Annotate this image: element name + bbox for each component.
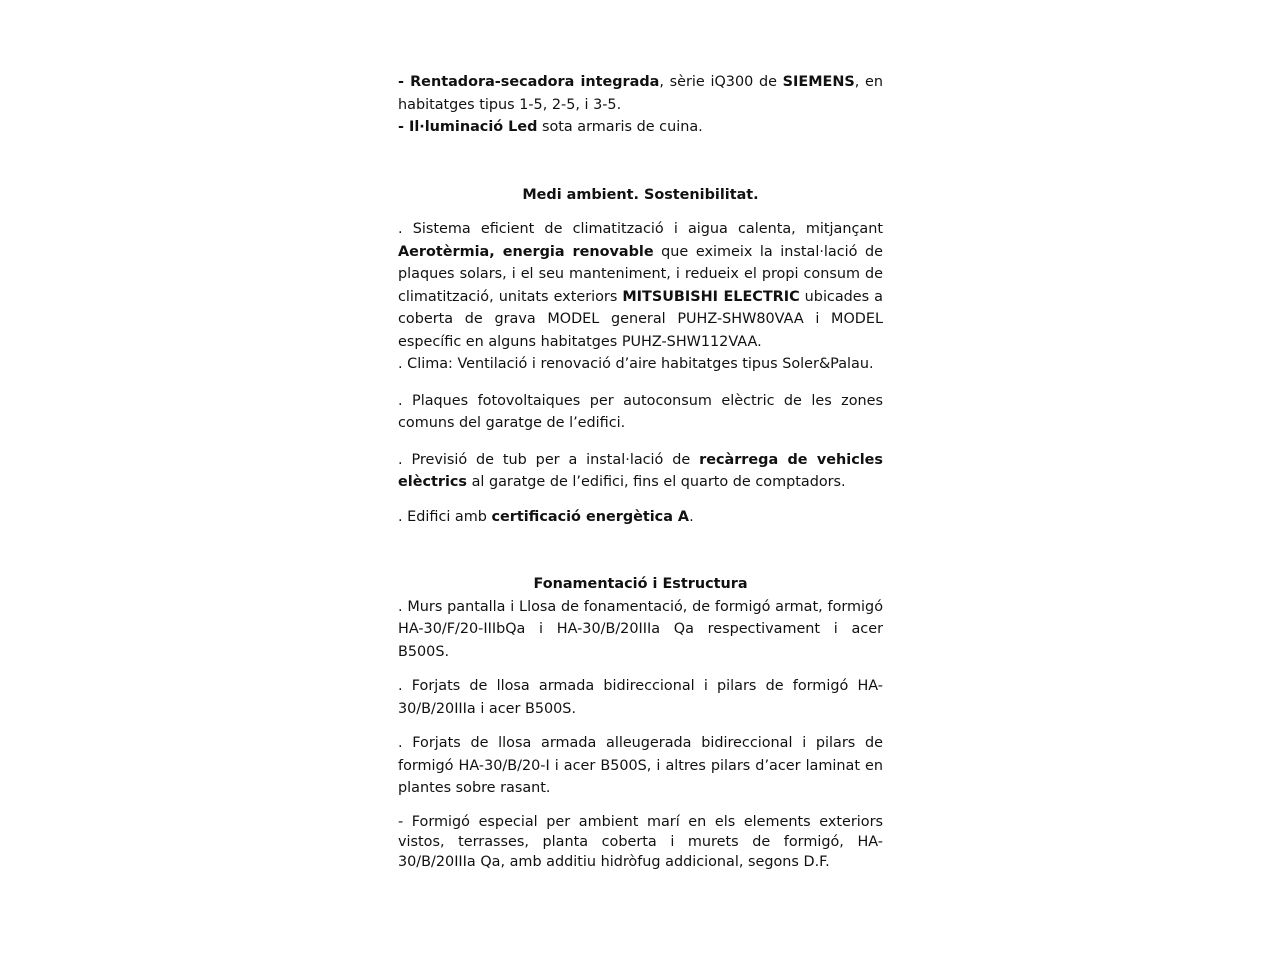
- paragraph-special-concrete: - Formigó especial per ambient marí en els elements exteriors vistos, terrasses, planta coberta i murets de formigó, HA-30/B/20IIIa Qa, amb additiu hidròfug addicional, segons D.F.: [398, 813, 883, 870]
- bold-text: Aerotèrmia, energia renovable: [398, 243, 654, 260]
- document-page: [398, 71, 883, 872]
- paragraph-energy-certificate: [398, 506, 883, 529]
- paragraph-slabs-1: . Forjats de llosa armada bidireccional i pilars de formigó HA-30/B/20IIIa i acer B500S.: [398, 678, 883, 717]
- bold-text: recàrrega de vehicles elèctrics: [398, 451, 883, 490]
- text: . Edifici amb: [398, 508, 492, 525]
- section-heading-structure: Fonamentació i Estructura: [533, 576, 748, 592]
- paragraph-photovoltaic: . Plaques fotovoltaiques per autoconsum elèctric de les zones comuns del garatge de l’edifici.: [398, 392, 883, 431]
- paragraph-ev-charging: [398, 449, 883, 494]
- paragraph-slabs-2: . Forjats de llosa armada alleugerada bidireccional i pilars de formigó HA-30/B/20-I i acer B500S, i altres pilars d’acer laminat en plantes sobre rasant.: [398, 735, 883, 796]
- text: , en habitatges tipus 1-5, 2-5, i 3-5.: [398, 74, 884, 113]
- bold-text: - Il·luminació Led: [398, 119, 538, 135]
- text: que eximeix la instal·lació de plaques solars, i el seu manteniment, i redueix el propi consum de climatització, unitats exteriors: [398, 243, 884, 305]
- bold-text: certificació energètica A: [491, 508, 690, 525]
- paragraph-led-lighting: [398, 116, 883, 139]
- section-heading-environment: Medi ambient. Sostenibilitat.: [522, 186, 759, 203]
- bold-text: MITSUBISHI ELECTRIC: [622, 288, 800, 305]
- bold-text: - Rentadora-secadora integrada: [398, 74, 660, 90]
- text: . Sistema eficient de climatització i aigua calenta, mitjançant: [398, 221, 883, 237]
- text: , sèrie iQ300 de: [659, 74, 783, 90]
- text: al garatge de l’edifici, fins el quarto de comptadors.: [467, 474, 846, 490]
- paragraph-washer-dryer: [398, 71, 883, 116]
- bold-text: SIEMENS: [782, 74, 855, 90]
- paragraph-foundation: . Murs pantalla i Llosa de fonamentació, de formigó armat, formigó HA-30/F/20-IIIbQa i HA-30/B/20IIIa Qa respectivament i acer B500S.: [398, 598, 883, 660]
- text: ubicades a coberta de grava MODEL general PUHZ-SHW80VAA i MODEL específic en alguns habitatges PUHZ-SHW112VAA.: [398, 288, 883, 350]
- text: sota armaris de cuina.: [537, 119, 703, 135]
- text: .: [689, 508, 694, 525]
- text: . Previsió de tub per a instal·lació de: [398, 451, 700, 468]
- paragraph-aerothermal: [398, 218, 883, 353]
- paragraph-ventilation: . Clima: Ventilació i renovació d’aire habitatges tipus Soler&Palau.: [398, 356, 874, 372]
